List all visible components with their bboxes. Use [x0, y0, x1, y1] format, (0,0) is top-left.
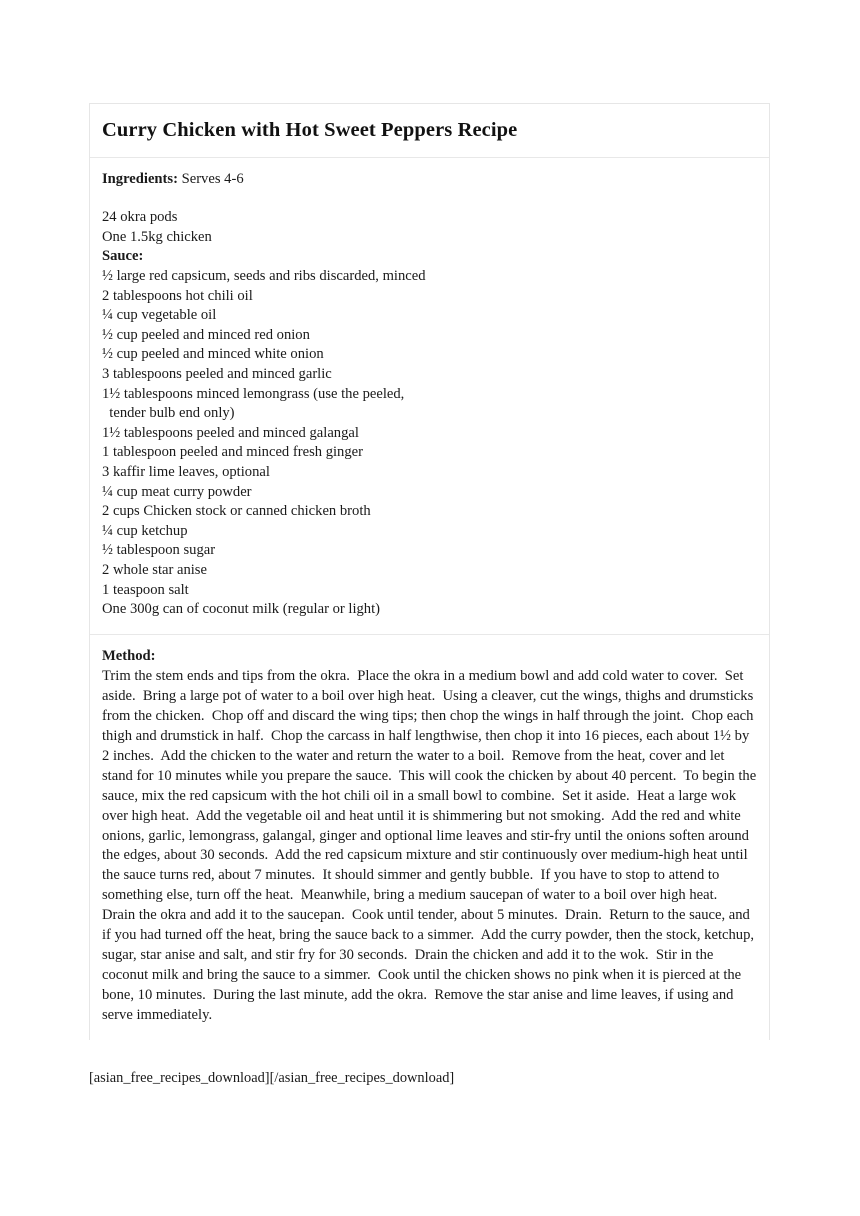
- ingredient-item: 3 kaffir lime leaves, optional: [102, 463, 270, 480]
- ingredient-item: ½ large red capsicum, seeds and ribs discarded, minced: [102, 268, 426, 284]
- ingredient-list: [102, 208, 757, 619]
- ingredient-item: 1 teaspoon salt: [102, 581, 189, 598]
- ingredient-item: 24 okra pods: [102, 209, 178, 226]
- ingredient-item: 2 whole star anise: [102, 561, 207, 578]
- ingredient-item: 3 tablespoons peeled and minced garlic: [102, 365, 332, 382]
- method-section: [90, 635, 769, 1040]
- ingredient-item: 2 tablespoons hot chili oil: [102, 287, 253, 304]
- ingredients-section: [90, 158, 769, 635]
- ingredient-item: 1 tablespoon peeled and minced fresh ginger: [102, 444, 363, 461]
- ingredients-label: Ingredients:: [102, 170, 178, 187]
- recipe-card: [89, 103, 770, 1040]
- ingredient-item: Sauce:: [102, 248, 144, 265]
- ingredient-item: ½ cup peeled and minced red onion: [102, 326, 310, 343]
- recipe-header: [90, 104, 769, 158]
- ingredient-item: ¼ cup ketchup: [102, 522, 188, 539]
- ingredient-item: tender bulb end only): [102, 405, 235, 422]
- method-body: Trim the stem ends and tips from the okra. Place the okra in a medium bowl and add cold water to cover. Set aside. Bring a large pot of water to a boil over high heat. Using a cleaver, cut the wings, thighs and drumsticks from the chicken. Chop off and discard the wing tips; then chop the wings in half through the joint. Chop each thigh and drumstick in half. Chop the carcass in half lengthwise, then chop it into 16 pieces, each about 1½ by 2 inches. Add the chicken to the water and return the water to a boil. Remove from the heat, cover and let stand for 10 minutes while you prepare the sauce. This will cook the chicken by about 40 percent. To begin the sauce, mix the red capsicum with the hot chili oil in a small bowl to combine. Set it aside. Heat a large wok over high heat. Add the vegetable oil and heat until it is shimmering but not smoking. Add the red and white onions, garlic, lemongrass, galangal, ginger and optional lime leaves and stir-fry until the onions soften around the edges, about 30 seconds. Add the red capsicum mixture and stir continuously over medium-high heat until the sauce turns red, about 7 minutes. It should simmer and gently bubble. If you have to stop to attend to something else, turn off the heat. Meanwhile, bring a medium saucepan of water to a boil over high heat. Drain the okra and add it to the saucepan. Cook until tender, about 5 minutes. Drain. Return to the sauce, and if you had turned off the heat, bring the sauce back to a simmer. Add the curry powder, then the stock, ketchup, sugar, star anise and salt, and stir fry for 30 seconds. Drain the chicken and add it to the wok. Stir in the coconut milk and bring the sauce to a simmer. Cook until the chicken shows no pink when it is pierced at the bone, 10 minutes. During the last minute, add the okra. Remove the star anise and lime leaves, if using and serve immediately.: [102, 668, 760, 1023]
- ingredients-lead: [102, 170, 757, 190]
- method-heading: Method:: [102, 647, 156, 664]
- footer-shortcode: [asian_free_recipes_download][/asian_free_recipes_download]: [89, 1070, 455, 1086]
- page-title: Curry Chicken with Hot Sweet Peppers Recipe: [102, 119, 518, 141]
- ingredient-item: 1½ tablespoons minced lemongrass (use the peeled,: [102, 385, 405, 402]
- ingredients-serving: Serves 4-6: [177, 170, 244, 187]
- ingredient-item: One 300g can of coconut milk (regular or light): [102, 601, 381, 618]
- ingredient-item: 2 cups Chicken stock or canned chicken broth: [102, 503, 371, 520]
- ingredient-item: ¼ cup vegetable oil: [102, 307, 217, 324]
- ingredient-item: ½ cup peeled and minced white onion: [102, 346, 324, 363]
- ingredient-item: 1½ tablespoons peeled and minced galangal: [102, 424, 359, 441]
- ingredient-item: One 1.5kg chicken: [102, 228, 212, 245]
- ingredient-item: ½ tablespoon sugar: [102, 542, 216, 559]
- ingredient-item: ¼ cup meat curry powder: [102, 483, 252, 500]
